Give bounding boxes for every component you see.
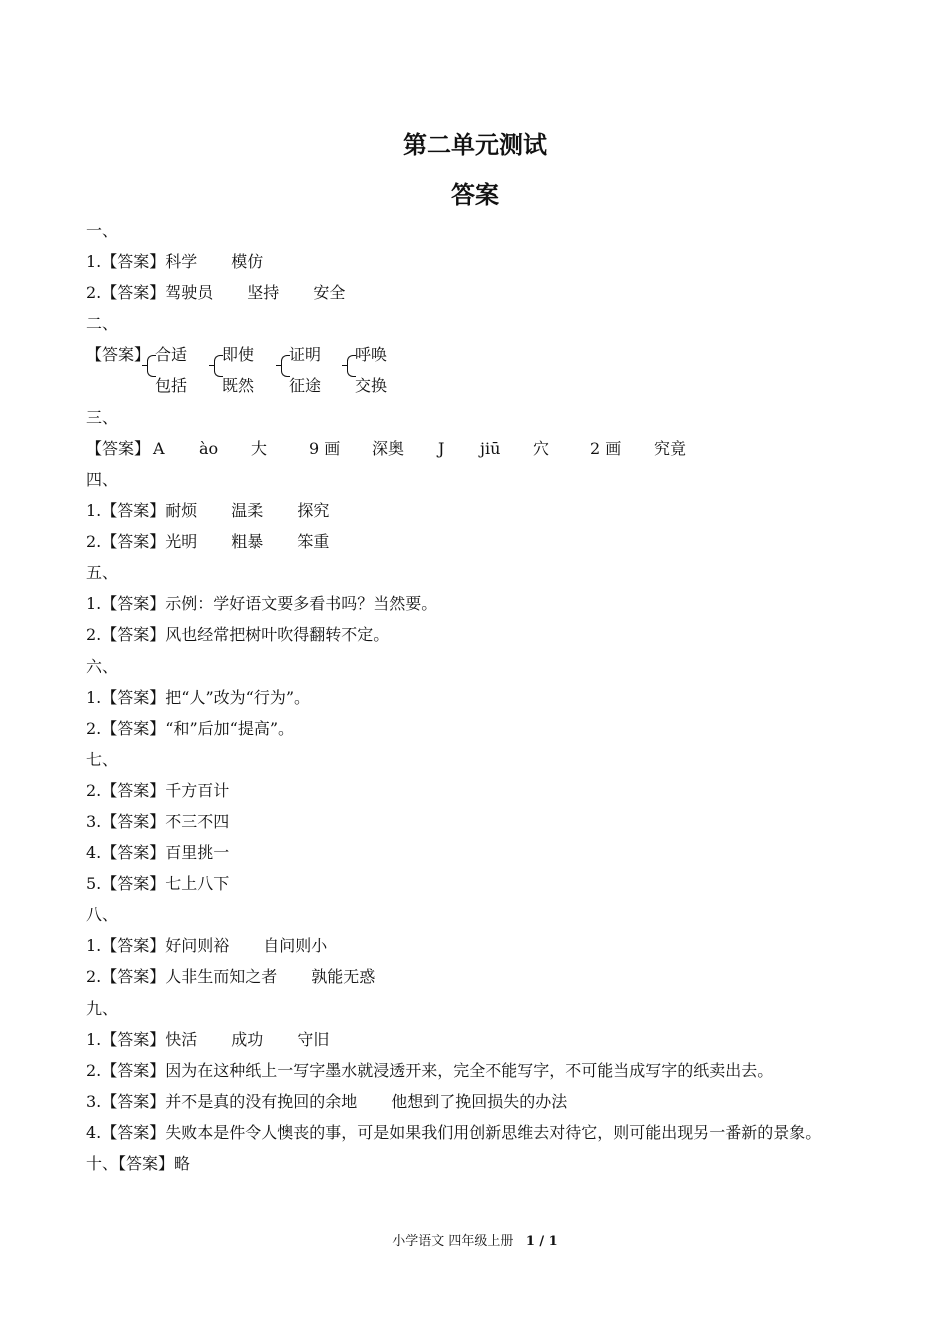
s9-q2: 2.【答案】因为在这种纸上一写字墨水就浸透开来，完全不能写字，不可能当成写字的纸卖出去。 (86, 1061, 774, 1080)
s7-q3: 3.【答案】不三不四 (86, 812, 230, 831)
section-9-heading: 九、 (86, 999, 119, 1018)
s6-q1: 1.【答案】把“人”改为“行为”。 (86, 688, 311, 707)
section-3-heading: 三、 (86, 408, 119, 427)
section-8-heading: 八、 (86, 905, 119, 924)
section-4-heading: 四、 (86, 470, 119, 489)
s2-answer-label: 【答案】 (86, 345, 151, 364)
s9-q4: 4.【答案】失败本是件令人懊丧的事，可是如果我们用创新思维去对待它，则可能出现另一番新的景象。 (86, 1123, 822, 1142)
section-5-heading: 五、 (86, 563, 119, 582)
s7-q5: 5.【答案】七上八下 (86, 874, 230, 893)
s8-q1: 1.【答案】好问则裕 自问则小 (86, 936, 328, 955)
page-footer (0, 1230, 950, 1249)
s1-q2: 2.【答案】驾驶员 坚持 安全 (86, 283, 346, 302)
page-title: 第二单元测试 (403, 130, 547, 159)
s1-q1: 1.【答案】科学 模仿 (86, 252, 264, 271)
s5-q1: 1.【答案】示例：学好语文要多看书吗？当然要。 (86, 594, 438, 613)
section-10: 十、【答案】略 (86, 1154, 191, 1173)
s7-q2: 2.【答案】千方百计 (86, 781, 230, 800)
section-6-heading: 六、 (86, 657, 119, 676)
s9-q3: 3.【答案】并不是真的没有挽回的余地 他想到了挽回损失的办法 (86, 1092, 568, 1111)
footer-page-number: 1 / 1 (525, 1234, 558, 1249)
s3-answer-label: 【答案】 (86, 439, 151, 458)
s6-q2: 2.【答案】“和”后加“提高”。 (86, 719, 295, 738)
s5-q2: 2.【答案】风也经常把树叶吹得翻转不定。 (86, 625, 390, 644)
page-subtitle: 答案 (451, 180, 499, 209)
section-10-heading: 十、 (86, 1154, 119, 1173)
s4-q2: 2.【答案】光明 粗暴 笨重 (86, 532, 330, 551)
section-2-heading: 二、 (86, 314, 119, 333)
s7-q4: 4.【答案】百里挑一 (86, 843, 230, 862)
s4-q1: 1.【答案】耐烦 温柔 探究 (86, 501, 330, 520)
section-7-heading: 七、 (86, 750, 119, 769)
section-1-heading: 一、 (86, 221, 119, 240)
footer-subject: 小学语文 四年级上册 (392, 1234, 514, 1249)
document-page: 第二单元测试 答案 一、 1.【答案】科学 模仿 2.【答案】驾驶员 坚持 安全 二、 【答案】 合适 包括 即使 既然 证明 征途 呼唤 交换 三、 【答案】 A ào 大 9 画 深奥 J jiū 穴 2 画 究竟 四、 1.【答案】耐烦 温柔 探究 2.【答案】光明 粗暴 笨重 五、 1.【答案】示例：学好语文要多看书吗？当然要。 2.【答案】风也经常把树叶吹得翻转不定。 六、 1.【答案】把“人”改为“行为”。 2.【答案】“和”后加“提高”。 七、 2.【答案】千方百计 3.【答案】不三不四 4.【答案】百里挑一 5.【答案】七上八下 八、 1.【答案】好问则裕 自问则小 2.【答案】人非生而知之者 孰能无惑 九、 1.【答案】快活 成功 守旧 2.【答案】因为在这种纸上一写字墨水就浸透开来，完全不能写字，不可能当成写字的纸卖出去。 3.【答案】并不是真的没有挽回的余地 他想到了挽回损失的办法 4.【答案】失败本是件令人懊丧的事，可是如果我们用创新思维去对待它，则可能出现另一番新的景象。 十、【答案】略 小学语文 四年级上册 1 / 1 (0, 0, 950, 1344)
s9-q1: 1.【答案】快活 成功 守旧 (86, 1030, 330, 1049)
s8-q2: 2.【答案】人非生而知之者 孰能无惑 (86, 967, 376, 986)
